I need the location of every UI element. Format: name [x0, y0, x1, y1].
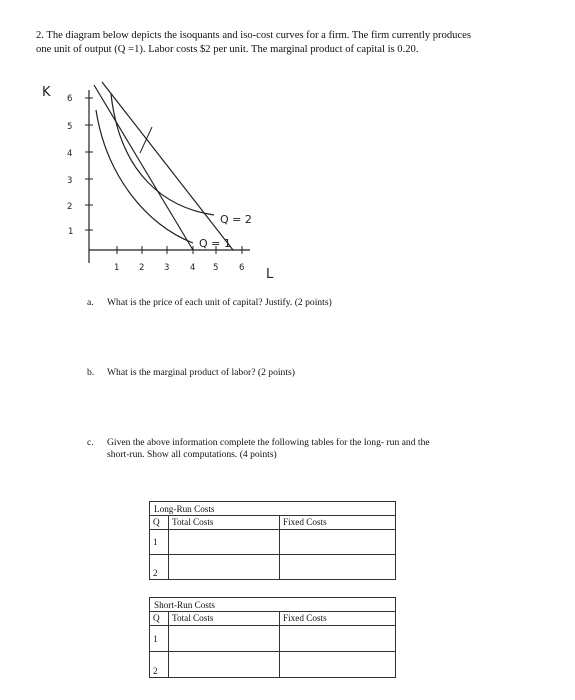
table-title: Short-Run Costs	[150, 598, 396, 612]
table-title: Long-Run Costs	[150, 502, 396, 516]
fixed-costs-cell[interactable]	[280, 530, 396, 555]
y-tick-label: 2	[67, 202, 73, 212]
column-header-q: Q	[150, 516, 169, 530]
q-cell: 1	[150, 626, 169, 652]
column-header-fixed-costs: Fixed Costs	[280, 516, 396, 530]
long-run-costs-table	[149, 501, 396, 580]
question-label: b.	[87, 367, 95, 378]
y-tick-label: 5	[67, 122, 73, 132]
total-costs-cell[interactable]	[169, 626, 280, 652]
q-cell: 2	[150, 555, 169, 580]
column-header-total-costs: Total Costs	[169, 516, 280, 530]
x-tick-label: 1	[114, 263, 120, 273]
isoquant-label-q1: Q = 1	[199, 237, 231, 250]
y-tick-label: 4	[67, 149, 73, 159]
question-label: c.	[87, 437, 94, 448]
column-header-total-costs: Total Costs	[169, 612, 280, 626]
question-text: What is the price of each unit of capital? Justify. (2 points)	[107, 297, 332, 308]
q-cell: 1	[150, 530, 169, 555]
fixed-costs-cell[interactable]	[280, 555, 396, 580]
y-axis-label: K	[42, 85, 51, 100]
isocost-line-inner	[94, 85, 193, 250]
question-text: Given the above information complete the following tables for the long- run and the	[107, 437, 430, 448]
isocost-line-outer	[102, 82, 233, 250]
isoquant-q2	[111, 94, 214, 215]
y-tick-label: 1	[68, 227, 74, 237]
question-label: a.	[87, 297, 94, 308]
column-header-q: Q	[150, 612, 169, 626]
isoquant-q1	[96, 110, 193, 243]
table-row	[150, 652, 396, 678]
isoquant-label-q2: Q = 2	[220, 213, 252, 226]
column-header-fixed-costs: Fixed Costs	[280, 612, 396, 626]
table-row	[150, 555, 396, 580]
fixed-costs-cell[interactable]	[280, 652, 396, 678]
x-tick-label: 2	[139, 263, 145, 273]
question-text: short-run. Show all computations. (4 points)	[107, 449, 277, 460]
x-tick-label: 6	[239, 263, 245, 273]
x-axis-label: L	[266, 267, 274, 280]
intro-line-1: 2. The diagram below depicts the isoquants and iso-cost curves for a firm. The firm currently produces	[36, 30, 472, 41]
x-tick-label: 4	[190, 263, 196, 273]
y-tick-label: 6	[67, 94, 73, 104]
question-text: What is the marginal product of labor? (2 points)	[107, 367, 295, 378]
x-tick-label: 5	[213, 263, 219, 273]
table-row	[150, 626, 396, 652]
x-tick-label: 3	[164, 263, 170, 273]
y-tick-label: 3	[67, 176, 73, 186]
total-costs-cell[interactable]	[169, 530, 280, 555]
table-row	[150, 530, 396, 555]
short-run-costs-table	[149, 597, 396, 678]
intro-line-2: one unit of output (Q =1). Labor costs $2 per unit. The marginal product of capital is 0.20.	[36, 43, 419, 55]
q-cell: 2	[150, 652, 169, 678]
problem-intro	[36, 29, 506, 56]
isocost-line-stub	[140, 127, 152, 153]
fixed-costs-cell[interactable]	[280, 626, 396, 652]
total-costs-cell[interactable]	[169, 652, 280, 678]
total-costs-cell[interactable]	[169, 555, 280, 580]
isoquant-diagram	[36, 80, 296, 280]
